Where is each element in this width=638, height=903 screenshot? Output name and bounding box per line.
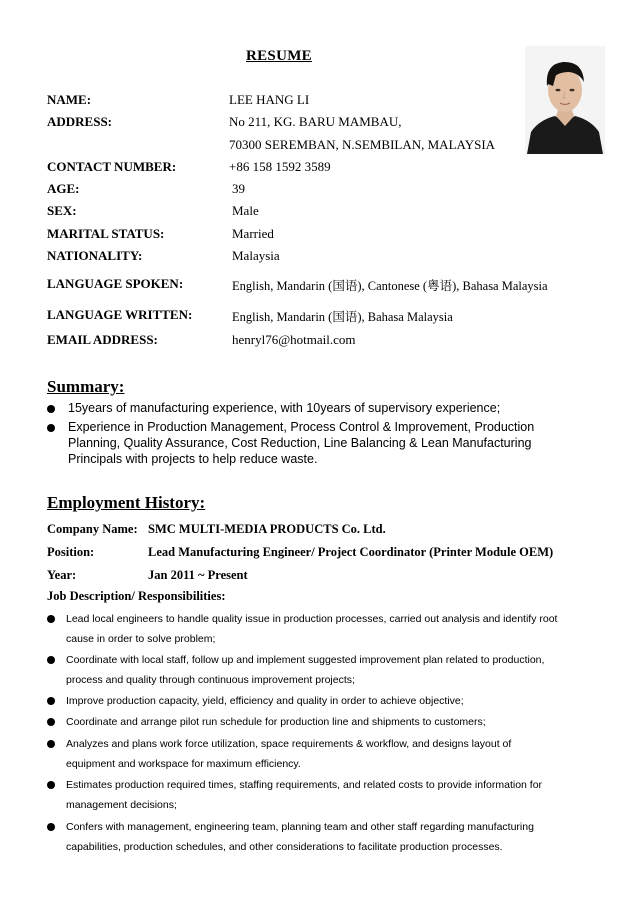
summary-line: Experience in Production Management, Process Control & Improvement, Production <box>68 420 535 434</box>
address-line-1: No 211, KG. BARU MAMBAU, <box>229 114 402 129</box>
age-label: AGE: <box>47 181 80 196</box>
summary-line: 15years of manufacturing experience, with 10years of supervisory experience; <box>68 401 501 415</box>
bullet-icon <box>47 615 55 623</box>
contact-value: +86 158 1592 3589 <box>229 159 331 174</box>
duty-line: Improve production capacity, yield, efficiency and quality in order to achieve objective; <box>66 695 464 707</box>
duty-item-3 <box>66 691 464 711</box>
duty-line: Confers with management, engineering team, planning team and other staff regarding manufacturing <box>66 821 534 833</box>
summary-item-2 <box>68 419 534 467</box>
sex-value: Male <box>232 203 259 218</box>
bullet-icon <box>47 656 55 664</box>
address-label: ADDRESS: <box>47 114 113 129</box>
summary-line: Planning, Quality Assurance, Cost Reduction, Line Balancing & Lean Manufacturing <box>68 436 532 450</box>
bullet-icon <box>47 405 55 413</box>
address-line-2: 70300 SEREMBAN, N.SEMBILAN, MALAYSIA <box>229 137 496 152</box>
nationality-value: Malaysia <box>232 248 280 263</box>
duty-item-5 <box>66 734 511 774</box>
summary-item-1 <box>68 400 500 416</box>
year-label: Year: <box>47 568 77 582</box>
language-spoken-label: LANGUAGE SPOKEN: <box>47 276 184 291</box>
duty-item-1 <box>66 609 557 649</box>
bullet-icon <box>47 424 55 432</box>
age-value: 39 <box>232 181 245 196</box>
duty-line: process and quality through continuous improvement projects; <box>66 674 355 686</box>
email-label: EMAIL ADDRESS: <box>47 332 158 347</box>
marital-status-label: MARITAL STATUS: <box>47 226 165 241</box>
profile-photo <box>525 46 605 154</box>
sex-label: SEX: <box>47 203 77 218</box>
name-value: LEE HANG LI <box>229 92 310 107</box>
bullet-icon <box>47 718 55 726</box>
duty-item-2 <box>66 650 544 690</box>
duty-line: management decisions; <box>66 799 177 811</box>
employment-heading: Employment History: <box>47 493 206 512</box>
bullet-icon <box>47 823 55 831</box>
summary-line: Principals with projects to help reduce waste. <box>68 452 318 466</box>
bullet-icon <box>47 781 55 789</box>
company-label: Company Name: <box>47 522 138 536</box>
duty-line: Coordinate with local staff, follow up and implement suggested improvement plan related to production, <box>66 654 545 666</box>
position-label: Position: <box>47 545 95 559</box>
language-spoken-value: English, Mandarin (国语), Cantonese (粤语), Bahasa Malaysia <box>232 279 548 293</box>
duty-line: capabilities, production schedules, and other considerations to facilitate production processes. <box>66 841 503 853</box>
email-value: henryl76@hotmail.com <box>232 332 356 347</box>
duty-item-6 <box>66 775 542 815</box>
nationality-label: NATIONALITY: <box>47 248 143 263</box>
marital-status-value: Married <box>232 226 274 241</box>
summary-heading: Summary: <box>47 377 125 396</box>
duty-item-4 <box>66 712 486 732</box>
company-value: SMC MULTI-MEDIA PRODUCTS Co. Ltd. <box>148 522 386 536</box>
resume-title: RESUME <box>246 48 312 64</box>
language-written-label: LANGUAGE WRITTEN: <box>47 307 193 322</box>
name-label: NAME: <box>47 92 92 107</box>
year-value: Jan 2011 ~ Present <box>148 568 248 582</box>
duty-line: Coordinate and arrange pilot run schedule for production line and shipments to customers; <box>66 716 486 728</box>
position-value: Lead Manufacturing Engineer/ Project Coordinator (Printer Module OEM) <box>148 545 554 559</box>
duty-line: Analyzes and plans work force utilization, space requirements & workflow, and designs layout of <box>66 738 512 750</box>
bullet-icon <box>47 697 55 705</box>
duty-item-7 <box>66 817 534 857</box>
duty-line: Lead local engineers to handle quality issue in production processes, carried out analysis and identify root <box>66 613 558 625</box>
duty-line: Estimates production required times, staffing requirements, and related costs to provide information for <box>66 779 543 791</box>
contact-label: CONTACT NUMBER: <box>47 159 177 174</box>
bullet-icon <box>47 740 55 748</box>
language-written-value: English, Mandarin (国语), Bahasa Malaysia <box>232 310 453 324</box>
duties-heading: Job Description/ Responsibilities: <box>47 589 226 603</box>
duty-line: equipment and workspace for maximum efficiency. <box>66 758 301 770</box>
duty-line: cause in order to solve problem; <box>66 633 216 645</box>
